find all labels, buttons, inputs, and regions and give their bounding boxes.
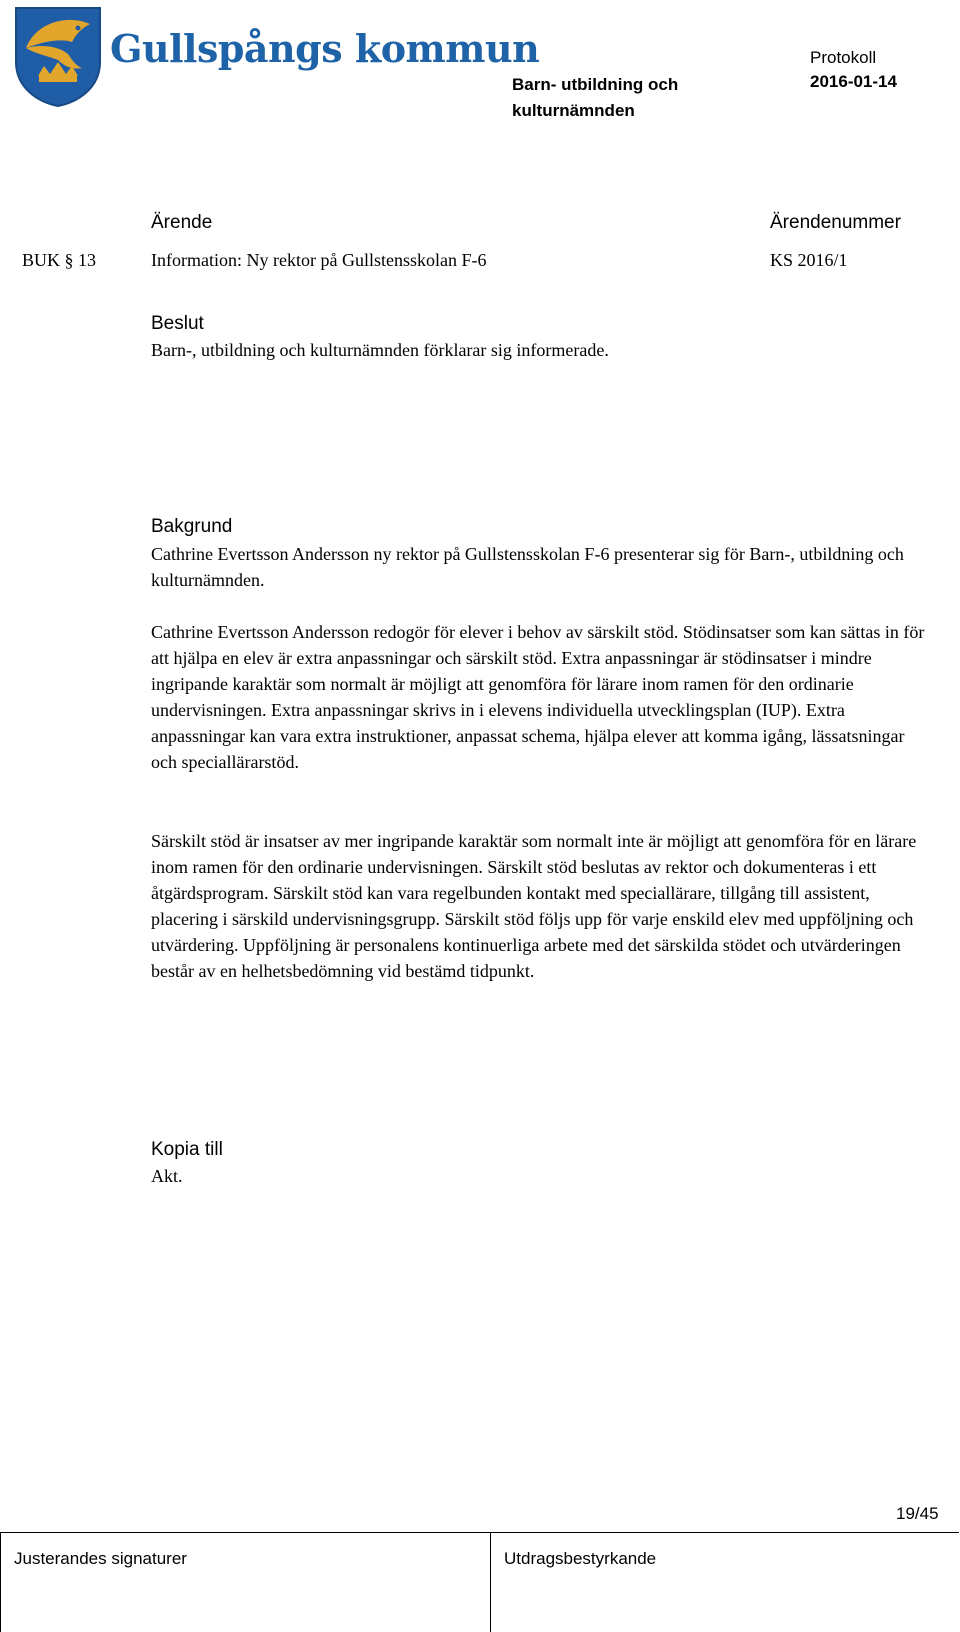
paragraph-number: BUK § 13 — [22, 250, 97, 270]
beslut-heading: Beslut — [151, 313, 204, 334]
footer-divider — [490, 1532, 491, 1632]
excerpt-certification-label: Utdragsbestyrkande — [504, 1549, 657, 1568]
footer-signature-box — [0, 1532, 959, 1632]
kopia-till-text: Akt. — [151, 1166, 183, 1186]
kopia-till-heading: Kopia till — [151, 1139, 223, 1160]
arende-title: Information: Ny rektor på Gullstensskolan F-6 — [151, 250, 487, 270]
arendenummer-column-heading: Ärendenummer — [770, 212, 901, 233]
bakgrund-paragraph: Cathrine Evertsson Andersson redogör för elever i behov av särskilt stöd. Stödinsatser som kan sättas in för att hjälpa en elev är extra anpassningar och särskilt stöd. Extra anpassningar är stödinsatser i mindre ingripande karaktär som normalt är möjligt att genomföra för lärare inom ramen för den ordinarie undervisningen. Extra anpassningar skrivs in i elevens individuella utvecklingsplan (IUP). Extra anpassningar kan vara extra instruktioner, anpassat schema, hjälpa elever att komma igång, lässatsningar och speciallärarstöd. — [151, 622, 925, 772]
beslut-text: Barn-, utbildning och kulturnämnden förklarar sig informerade. — [151, 340, 609, 360]
municipality-crest-logo — [12, 4, 104, 108]
meeting-date: 2016-01-14 — [810, 72, 897, 91]
bakgrund-heading: Bakgrund — [151, 516, 233, 537]
bakgrund-paragraph: Cathrine Evertsson Andersson ny rektor på Gullstensskolan F-6 presenterar sig för Barn-, utbildning och kulturnämnden. — [151, 544, 904, 590]
document-type: Protokoll — [810, 48, 877, 67]
committee-name: Barn- utbildning och kulturnämnden — [512, 75, 679, 120]
page-number: 19/45 — [896, 1504, 939, 1523]
signatures-label: Justerandes signaturer — [14, 1549, 187, 1568]
bakgrund-paragraph: Särskilt stöd är insatser av mer ingripande karaktär som normalt inte är möjligt att genomföra för en lärare inom ramen för den ordinarie undervisningen. Särskilt stöd beslutas av rektor och dokumenteras i ett åtgärdsprogram. Särskilt stöd kan vara regelbunden kontakt med speciallärare, tillgång till assistent, placering i särskild undervisningsgrupp. Särskilt stöd följs upp för varje enskild elev med uppföljning och utvärdering. Uppföljning är personalens kontinuerliga arbete med det särskilda stödet och utvärderingen består av en helhetsbedömning vid bestämd tidpunkt. — [151, 831, 917, 981]
municipality-name: Gullspångs kommun — [110, 26, 540, 71]
arende-column-heading: Ärende — [151, 212, 213, 233]
arende-number: KS 2016/1 — [770, 250, 848, 270]
